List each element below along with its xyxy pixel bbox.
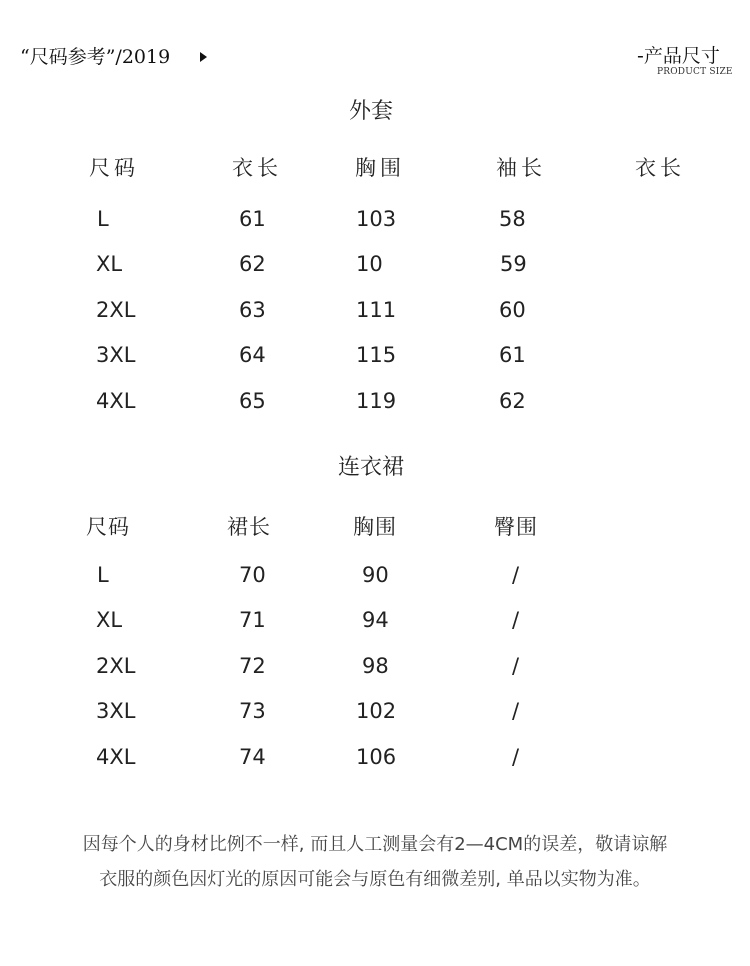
dress-cell-chest: 98	[362, 654, 389, 678]
dress-cell-chest: 90	[362, 563, 389, 587]
product-size-subtitle: PRODUCT SIZE	[657, 67, 733, 77]
dress-header-hip: 臀围	[494, 515, 538, 539]
measurement-note-line2: 衣服的颜色因灯光的原因可能会与原色有细微差别, 单品以实物为准。	[99, 869, 651, 890]
product-size-title: -产品尺寸	[637, 45, 720, 67]
dress-cell-size: 3XL	[96, 699, 136, 723]
dress-cell-length: 72	[239, 654, 266, 678]
coat-cell-sleeve: 62	[499, 389, 526, 413]
dress-cell-length: 71	[239, 608, 266, 632]
dress-cell-size: XL	[96, 608, 123, 632]
dress-cell-hip: /	[512, 608, 520, 632]
coat-cell-size: 4XL	[96, 389, 136, 413]
coat-cell-size: XL	[96, 252, 123, 276]
coat-header-chest: 胸围	[355, 156, 405, 180]
coat-cell-sleeve: 59	[500, 252, 527, 276]
coat-section-title: 外套	[349, 99, 394, 124]
dress-cell-chest: 102	[356, 699, 397, 723]
coat-cell-size: 3XL	[96, 343, 136, 367]
measurement-note-line1: 因每个人的身材比例不一样, 而且人工测量会有2—4CM的误差，敬请谅解	[82, 834, 668, 855]
dress-cell-length: 74	[239, 745, 266, 769]
dress-cell-hip: /	[512, 563, 520, 587]
dress-cell-chest: 106	[356, 745, 397, 769]
coat-header-sleeve: 袖长	[496, 156, 546, 180]
coat-cell-sleeve: 58	[499, 207, 526, 231]
coat-cell-chest: 10	[356, 252, 383, 276]
dress-cell-length: 73	[239, 699, 266, 723]
coat-header-length-cut: 衣长	[635, 156, 685, 180]
coat-cell-size: L	[97, 207, 109, 231]
dress-cell-hip: /	[512, 654, 520, 678]
coat-cell-size: 2XL	[96, 298, 136, 322]
coat-cell-length: 65	[239, 389, 266, 413]
dress-section-title: 连衣裙	[338, 455, 405, 480]
dress-cell-size: 2XL	[96, 654, 136, 678]
dress-cell-hip: /	[512, 745, 520, 769]
dress-header-chest: 胸围	[353, 515, 397, 539]
size-reference-title: “尺码参考”/2019	[20, 46, 171, 68]
coat-cell-chest: 115	[356, 343, 397, 367]
dress-cell-hip: /	[512, 699, 520, 723]
coat-cell-length: 61	[239, 207, 266, 231]
play-arrow-icon	[200, 52, 207, 62]
coat-cell-chest: 119	[356, 389, 397, 413]
coat-cell-sleeve: 60	[499, 298, 526, 322]
dress-cell-size: L	[97, 563, 109, 587]
dress-cell-chest: 94	[362, 608, 389, 632]
coat-cell-length: 62	[239, 252, 266, 276]
coat-cell-length: 63	[239, 298, 266, 322]
dress-header-length: 裙长	[227, 515, 271, 539]
coat-cell-chest: 103	[356, 207, 397, 231]
coat-cell-sleeve: 61	[499, 343, 526, 367]
coat-cell-chest: 111	[356, 298, 397, 322]
dress-cell-size: 4XL	[96, 745, 136, 769]
coat-header-size: 尺码	[89, 156, 139, 180]
coat-cell-length: 64	[239, 343, 266, 367]
dress-header-size: 尺码	[86, 515, 130, 539]
dress-cell-length: 70	[239, 563, 266, 587]
coat-header-length: 衣长	[232, 156, 282, 180]
